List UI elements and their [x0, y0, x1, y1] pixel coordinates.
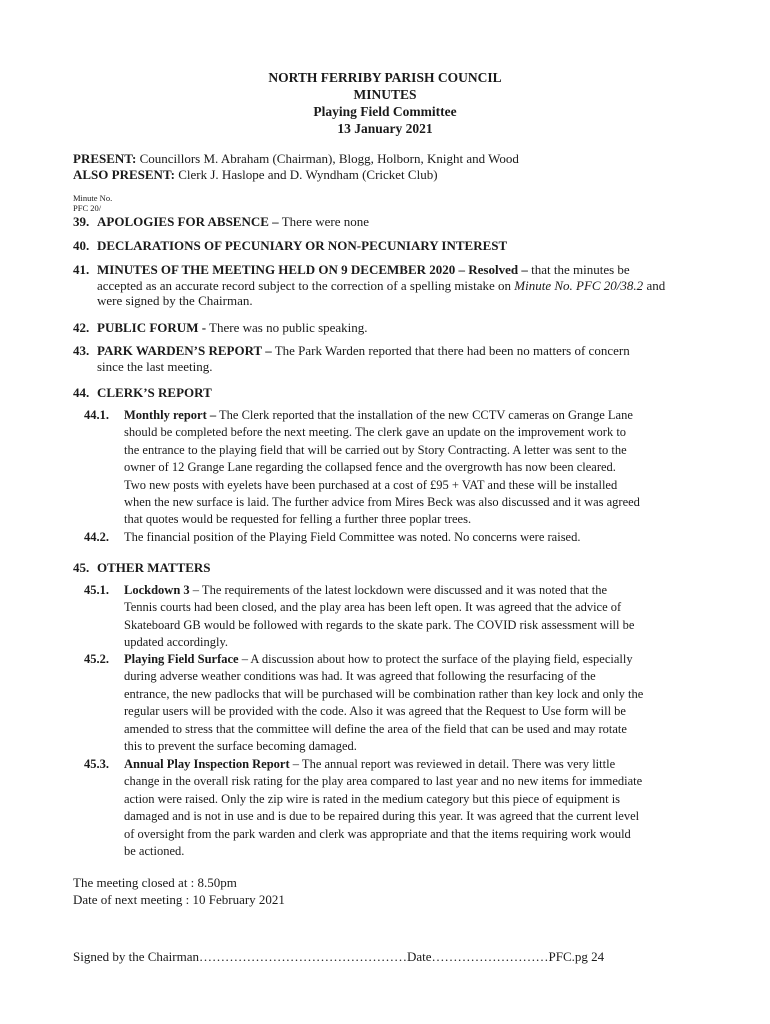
item-40-title: DECLARATIONS OF PECUNIARY OR NON-PECUNIARY INTEREST — [97, 238, 508, 253]
present-text: Councillors M. Abraham (Chairman), Blogg, Holborn, Knight and Wood — [139, 151, 519, 166]
item-42-number: 42. — [73, 320, 90, 335]
minute-no-label: Minute No. — [73, 193, 113, 203]
item-44-2-number: 44.2. — [84, 530, 109, 544]
item-41-text-1: that the minutes be — [527, 262, 630, 277]
signature-line: Signed by the Chairman…………………………………………Date………………………PFC.pg 24 — [73, 949, 605, 964]
item-45-2-line: – A discussion about how to protect the surface of the playing field, especially — [238, 652, 633, 666]
item-45-1-paragraph — [124, 582, 694, 652]
item-42-title: PUBLIC FORUM - — [97, 320, 207, 335]
item-45-number: 45. — [73, 560, 90, 575]
item-45-2-line: regular users will be provided with the code. Also it was agreed that the Request to Use form will be — [124, 704, 626, 719]
document-type: MINUTES — [353, 87, 417, 102]
item-45-3-number: 45.3. — [84, 757, 109, 771]
item-39-text: There were none — [278, 214, 370, 229]
present-line — [73, 150, 519, 167]
item-45-3-line: be actioned. — [124, 844, 185, 859]
item-45-3-title: Annual Play Inspection Report — [124, 757, 290, 771]
item-45-1-line: Tennis courts had been closed, and the play area has been left open. It was agreed that the advice of — [124, 600, 622, 615]
item-45-title: OTHER MATTERS — [97, 560, 211, 575]
item-45-1-line: updated accordingly. — [124, 635, 229, 650]
item-41-line-1 — [97, 261, 630, 278]
item-45-1-line: Skateboard GB would be followed with regards to the skate park. The COVID risk assessment will be — [124, 617, 635, 632]
item-41-text-2b: and — [643, 278, 666, 293]
item-45-3-line: – The annual report was reviewed in detail. There was very little — [289, 757, 616, 771]
item-44-1-line: that quotes would be requested for felling a further three poplar trees. — [124, 512, 472, 527]
council-name: NORTH FERRIBY PARISH COUNCIL — [268, 70, 502, 85]
item-40-number: 40. — [73, 238, 90, 253]
item-44-number: 44. — [73, 385, 90, 400]
also-present-line — [73, 166, 438, 183]
minute-no-prefix: PFC 20/ — [73, 203, 102, 213]
present-label: PRESENT: — [73, 151, 137, 166]
also-present-label: ALSO PRESENT: — [73, 167, 175, 182]
item-45-2-paragraph — [124, 651, 694, 755]
item-45-1-title: Lockdown 3 — [124, 583, 190, 597]
item-45-3-line: of oversight from the park warden and clerk was appropriate and that the items requiring work would — [124, 826, 631, 841]
item-41-number: 41. — [73, 262, 90, 277]
item-44-title: CLERK’S REPORT — [97, 385, 212, 400]
item-45-1-line: – The requirements of the latest lockdown were discussed and it was noted that the — [189, 583, 608, 597]
item-45-1-number: 45.1. — [84, 583, 109, 597]
item-45-3-line: change in the overall risk rating for the play area compared to last year and no new items for immediate — [124, 774, 643, 789]
item-39 — [97, 213, 369, 230]
item-43-line-1 — [97, 342, 630, 359]
item-43-text-1: The Park Warden reported that there had been no matters of concern — [271, 343, 630, 358]
item-45-2-number: 45.2. — [84, 652, 109, 666]
item-44-1-paragraph — [124, 407, 694, 529]
item-45-3-line: action were raised. Only the zip wire is rated in the medium category but this piece of equipment is — [124, 791, 621, 806]
item-39-title: APOLOGIES FOR ABSENCE – — [97, 214, 279, 229]
item-44-1-number: 44.1. — [84, 408, 109, 422]
item-44-1-line: the entrance to the playing field that will be carried out by Story Contracting. A letter was sent to the — [124, 442, 627, 457]
item-44-1-line: owner of 12 Grange Lane regarding the collapsed fence and the overgrowth has now been cleared. — [124, 460, 616, 475]
item-41-text-2a: accepted as an accurate record subject to the correction of a spelling mistake on — [97, 278, 515, 293]
committee-name: Playing Field Committee — [313, 104, 457, 119]
item-45-3-line: damaged and is not in use and is due to be repaired during this year. It was agreed that the current level — [124, 809, 640, 824]
item-42-text: There was no public speaking. — [206, 320, 368, 335]
item-43-number: 43. — [73, 343, 90, 358]
item-41-line-3: were signed by the Chairman. — [97, 293, 253, 308]
also-present-text: Clerk J. Haslope and D. Wyndham (Cricket Club) — [178, 167, 438, 182]
item-42 — [97, 319, 368, 336]
meeting-date: 13 January 2021 — [337, 121, 433, 136]
item-45-2-line: during adverse weather conditions was had. It was agreed that following the resurfacing of the — [124, 669, 596, 684]
item-44-2-text: The financial position of the Playing Field Committee was noted. No concerns were raised. — [124, 530, 581, 544]
item-39-number: 39. — [73, 214, 90, 229]
meeting-closed: The meeting closed at : 8.50pm — [73, 875, 237, 890]
item-45-2-line: entrance, the new padlocks that will be purchased will be combination rather than key lock and only the — [124, 686, 644, 701]
item-45-2-line: this to prevent the surface becoming damaged. — [124, 739, 357, 754]
item-44-1-line: should be completed before the next meeting. The clerk gave an update on the improvement work to — [124, 425, 627, 440]
item-44-1-line: when the new surface is laid. The further advice from Mires Beck was also discussed and it was agreed — [124, 495, 640, 510]
item-44-1-line: The Clerk reported that the installation of the new CCTV cameras on Grange Lane — [216, 408, 633, 422]
item-43-line-2: since the last meeting. — [97, 359, 213, 374]
item-41-title: MINUTES OF THE MEETING HELD ON 9 DECEMBER 2020 – Resolved – — [97, 262, 528, 277]
item-45-3-paragraph — [124, 756, 694, 860]
item-45-2-line: amended to stress that the committee will define the area of the field that can be used and may rotate — [124, 721, 627, 736]
item-44-1-title: Monthly report – — [124, 408, 217, 422]
item-45-2-title: Playing Field Surface — [124, 652, 239, 666]
item-43-title: PARK WARDEN’S REPORT – — [97, 343, 272, 358]
item-41-minute-ref: Minute No. PFC 20/38.2 — [514, 278, 644, 293]
next-meeting-date: Date of next meeting : 10 February 2021 — [73, 892, 285, 907]
item-44-1-line: Two new posts with eyelets have been purchased at a cost of £95 + VAT and these will be installed — [124, 477, 618, 492]
